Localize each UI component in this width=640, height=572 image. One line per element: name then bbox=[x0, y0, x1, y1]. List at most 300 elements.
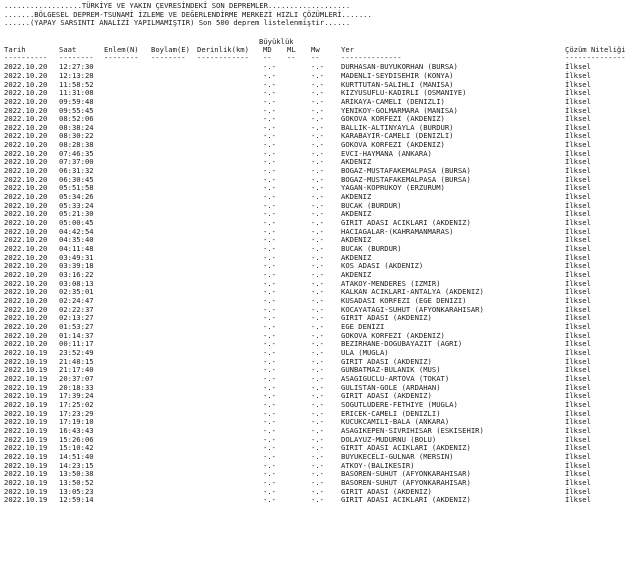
cell-time: 12:27:30 bbox=[59, 62, 94, 72]
cell-time: 12:59:14 bbox=[59, 495, 94, 505]
cell-date: 2022.10.20 bbox=[4, 226, 48, 236]
cell-solution: İlksel bbox=[565, 399, 591, 409]
cell-md: -.- bbox=[263, 235, 276, 245]
cell-mw: -.- bbox=[311, 330, 324, 340]
cell-solution: İlksel bbox=[565, 495, 591, 505]
cell-time: 17:25:02 bbox=[59, 399, 94, 409]
cell-mw: -.- bbox=[311, 460, 324, 470]
cell-md: -.- bbox=[263, 322, 276, 331]
cell-date: 2022.10.20 bbox=[4, 218, 48, 228]
cell-time: 07:37:00 bbox=[59, 157, 94, 167]
cell-time: 07:46:35 bbox=[59, 148, 94, 158]
cell-md: -.- bbox=[263, 218, 276, 228]
cell-md: -.- bbox=[263, 382, 276, 392]
banner-text-1: ..................TÜRKİYE VE YAKIN ÇEVRESİNDEKİ SON DEPREMLER................... bbox=[4, 1, 351, 10]
cell-location: ASAGIGUCLU-ARTOVA (TOKAT) bbox=[341, 373, 450, 383]
cell-mw: -.- bbox=[311, 166, 324, 176]
rule-ml: -- bbox=[287, 53, 296, 62]
cell-date: 2022.10.20 bbox=[4, 79, 48, 89]
cell-location: ATAKOY-MENDERES (IZMIR) bbox=[341, 278, 441, 288]
cell-time: 03:16:22 bbox=[59, 270, 94, 280]
cell-location: GOKOVA KORFEZI (AKDENIZ) bbox=[341, 140, 445, 150]
rule-depth: ------------ bbox=[197, 53, 249, 62]
cell-location: DURHASAN-BUYUKORHAN (BURSA) bbox=[341, 62, 458, 72]
cell-mw: -.- bbox=[311, 399, 324, 409]
cell-solution: İlksel bbox=[565, 226, 591, 236]
cell-date: 2022.10.20 bbox=[4, 287, 48, 297]
cell-date: 2022.10.20 bbox=[4, 261, 48, 271]
cell-date: 2022.10.19 bbox=[4, 451, 48, 461]
cell-time: 16:43:43 bbox=[59, 425, 94, 435]
cell-md: -.- bbox=[263, 304, 276, 314]
cell-location: EVCI-HAYMANA (ANKARA) bbox=[341, 148, 432, 158]
cell-md: -.- bbox=[263, 166, 276, 176]
cell-mw: -.- bbox=[311, 382, 324, 392]
cell-solution: İlksel bbox=[565, 443, 591, 453]
cell-mw: -.- bbox=[311, 218, 324, 228]
cell-solution: İlksel bbox=[565, 287, 591, 297]
cell-solution: İlksel bbox=[565, 62, 591, 72]
cell-solution: İlksel bbox=[565, 174, 591, 184]
cell-time: 02:22:37 bbox=[59, 304, 94, 314]
cell-md: -.- bbox=[263, 131, 276, 141]
cell-md: -.- bbox=[263, 140, 276, 150]
cell-location: BASOREN-SUHUT (AFYONKARAHISAR) bbox=[341, 469, 471, 479]
cell-solution: İlksel bbox=[565, 313, 591, 323]
cell-date: 2022.10.20 bbox=[4, 192, 48, 202]
cell-md: -.- bbox=[263, 209, 276, 219]
cell-mw: -.- bbox=[311, 157, 324, 167]
cell-date: 2022.10.20 bbox=[4, 313, 48, 323]
cell-time: 05:00:45 bbox=[59, 218, 94, 228]
cell-time: 02:35:01 bbox=[59, 287, 94, 297]
cell-date: 2022.10.20 bbox=[4, 322, 48, 331]
cell-location: ARIKAYA-CAMELI (DENIZLI) bbox=[341, 96, 445, 106]
cell-mw: -.- bbox=[311, 174, 324, 184]
cell-location: GIRIT ADASI (AKDENIZ) bbox=[341, 356, 432, 366]
cell-date: 2022.10.20 bbox=[4, 270, 48, 280]
cell-date: 2022.10.19 bbox=[4, 399, 48, 409]
cell-time: 13:50:38 bbox=[59, 469, 94, 479]
col-header-location: Yer bbox=[341, 45, 354, 54]
cell-date: 2022.10.20 bbox=[4, 252, 48, 262]
cell-time: 08:52:06 bbox=[59, 114, 94, 124]
cell-date: 2022.10.19 bbox=[4, 495, 48, 505]
cell-date: 2022.10.20 bbox=[4, 235, 48, 245]
cell-solution: İlksel bbox=[565, 88, 591, 98]
cell-location: KURTTUTAN-SALIHLI (MANISA) bbox=[341, 79, 454, 89]
cell-time: 02:13:27 bbox=[59, 313, 94, 323]
cell-location: KUSADASI KORFEZI (EGE DENIZI) bbox=[341, 296, 467, 306]
cell-location: AKDENIZ bbox=[341, 157, 372, 167]
cell-mw: -.- bbox=[311, 296, 324, 306]
cell-location: GIRIT ADASI (AKDENIZ) bbox=[341, 486, 432, 496]
cell-date: 2022.10.19 bbox=[4, 443, 48, 453]
cell-solution: İlksel bbox=[565, 408, 591, 418]
cell-date: 2022.10.19 bbox=[4, 425, 48, 435]
rule-longitude: -------- bbox=[151, 53, 186, 62]
cell-mw: -.- bbox=[311, 200, 324, 210]
cell-solution: İlksel bbox=[565, 70, 591, 80]
cell-md: -.- bbox=[263, 399, 276, 409]
cell-date: 2022.10.20 bbox=[4, 244, 48, 254]
cell-solution: İlksel bbox=[565, 157, 591, 167]
cell-date: 2022.10.20 bbox=[4, 70, 48, 80]
cell-md: -.- bbox=[263, 451, 276, 461]
cell-date: 2022.10.20 bbox=[4, 96, 48, 106]
col-header-mw: Mw bbox=[311, 45, 320, 54]
cell-location: BOGAZ-MUSTAFAKEMALPASA (BURSA) bbox=[341, 166, 471, 176]
cell-mw: -.- bbox=[311, 88, 324, 98]
cell-date: 2022.10.20 bbox=[4, 304, 48, 314]
cell-solution: İlksel bbox=[565, 235, 591, 245]
cell-location: ERICEK-CAMELI (DENIZLI) bbox=[341, 408, 441, 418]
cell-md: -.- bbox=[263, 296, 276, 306]
col-header-latitude: Enlem(N) bbox=[104, 45, 139, 54]
cell-location: KARABAYIR-CAMELI (DENIZLI) bbox=[341, 131, 454, 141]
cell-date: 2022.10.20 bbox=[4, 200, 48, 210]
cell-mw: -.- bbox=[311, 226, 324, 236]
col-header-depth: Derinlik(km) bbox=[197, 45, 249, 54]
cell-location: ULA (MUGLA) bbox=[341, 347, 389, 357]
cell-date: 2022.10.20 bbox=[4, 166, 48, 176]
cell-md: -.- bbox=[263, 486, 276, 496]
cell-mw: -.- bbox=[311, 131, 324, 141]
cell-solution: İlksel bbox=[565, 252, 591, 262]
cell-location: DOLAYUZ-MUDURNU (BOLU) bbox=[341, 434, 437, 444]
cell-md: -.- bbox=[263, 261, 276, 271]
banner-line-3 bbox=[0, 18, 351, 28]
cell-md: -.- bbox=[263, 88, 276, 98]
cell-date: 2022.10.19 bbox=[4, 382, 48, 392]
cell-mw: -.- bbox=[311, 270, 324, 280]
cell-location: KIZYUSUFLU-KADIRLI (OSMANIYE) bbox=[341, 88, 467, 98]
cell-solution: İlksel bbox=[565, 365, 591, 375]
cell-md: -.- bbox=[263, 270, 276, 280]
cell-date: 2022.10.19 bbox=[4, 356, 48, 366]
cell-location: GUNBATMAZ-BULANIK (MUS) bbox=[341, 365, 441, 375]
col-header-solution: Çözüm Niteliği bbox=[565, 45, 626, 54]
cell-time: 20:37:07 bbox=[59, 373, 94, 383]
cell-solution: İlksel bbox=[565, 261, 591, 271]
cell-md: -.- bbox=[263, 460, 276, 470]
cell-date: 2022.10.20 bbox=[4, 122, 48, 132]
cell-location: KOCAYATAGI-SUHUT (AFYONKARAHISAR) bbox=[341, 304, 484, 314]
cell-date: 2022.10.19 bbox=[4, 365, 48, 375]
col-header-longitude: Boylam(E) bbox=[151, 45, 190, 54]
cell-solution: İlksel bbox=[565, 434, 591, 444]
cell-mw: -.- bbox=[311, 278, 324, 288]
cell-solution: İlksel bbox=[565, 451, 591, 461]
cell-solution: İlksel bbox=[565, 96, 591, 106]
cell-location: GIRIT ADASI ACIKLARI (AKDENIZ) bbox=[341, 218, 471, 228]
cell-solution: İlksel bbox=[565, 183, 591, 193]
cell-md: -.- bbox=[263, 192, 276, 202]
cell-mw: -.- bbox=[311, 148, 324, 158]
cell-time: 02:24:47 bbox=[59, 296, 94, 306]
cell-solution: İlksel bbox=[565, 296, 591, 306]
cell-md: -.- bbox=[263, 425, 276, 435]
cell-location: SOGUTLUDERE-FETHIYE (MUGLA) bbox=[341, 399, 458, 409]
cell-solution: İlksel bbox=[565, 270, 591, 280]
cell-location: AKDENIZ bbox=[341, 252, 372, 262]
cell-location: BUCAK (BURDUR) bbox=[341, 244, 402, 254]
cell-date: 2022.10.20 bbox=[4, 174, 48, 184]
cell-md: -.- bbox=[263, 339, 276, 349]
cell-md: -.- bbox=[263, 408, 276, 418]
cell-md: -.- bbox=[263, 252, 276, 262]
cell-md: -.- bbox=[263, 62, 276, 72]
cell-md: -.- bbox=[263, 443, 276, 453]
cell-date: 2022.10.19 bbox=[4, 477, 48, 487]
cell-mw: -.- bbox=[311, 408, 324, 418]
cell-time: 04:11:48 bbox=[59, 244, 94, 254]
cell-solution: İlksel bbox=[565, 469, 591, 479]
cell-date: 2022.10.20 bbox=[4, 157, 48, 167]
cell-time: 13:50:52 bbox=[59, 477, 94, 487]
cell-time: 21:48:15 bbox=[59, 356, 94, 366]
cell-time: 05:33:24 bbox=[59, 200, 94, 210]
cell-time: 15:10:42 bbox=[59, 443, 94, 453]
cell-md: -.- bbox=[263, 122, 276, 132]
cell-mw: -.- bbox=[311, 62, 324, 72]
cell-location: KOS ADASI (AKDENIZ) bbox=[341, 261, 424, 271]
cell-mw: -.- bbox=[311, 79, 324, 89]
cell-solution: İlksel bbox=[565, 356, 591, 366]
cell-date: 2022.10.20 bbox=[4, 330, 48, 340]
cell-date: 2022.10.20 bbox=[4, 105, 48, 115]
col-header-md: MD bbox=[263, 45, 272, 54]
cell-mw: -.- bbox=[311, 313, 324, 323]
cell-solution: İlksel bbox=[565, 391, 591, 401]
cell-md: -.- bbox=[263, 200, 276, 210]
cell-location: ATKOY-(BALIKESIR) bbox=[341, 460, 415, 470]
cell-time: 17:19:10 bbox=[59, 417, 94, 427]
cell-time: 03:39:18 bbox=[59, 261, 94, 271]
cell-time: 08:28:38 bbox=[59, 140, 94, 150]
cell-solution: İlksel bbox=[565, 209, 591, 219]
cell-md: -.- bbox=[263, 278, 276, 288]
cell-mw: -.- bbox=[311, 356, 324, 366]
cell-location: GOKOVA KORFEZI (AKDENIZ) bbox=[341, 330, 445, 340]
cell-mw: -.- bbox=[311, 122, 324, 132]
cell-md: -.- bbox=[263, 183, 276, 193]
cell-time: 06:31:32 bbox=[59, 166, 94, 176]
cell-time: 04:42:54 bbox=[59, 226, 94, 236]
cell-md: -.- bbox=[263, 347, 276, 357]
cell-mw: -.- bbox=[311, 443, 324, 453]
cell-md: -.- bbox=[263, 313, 276, 323]
cell-date: 2022.10.19 bbox=[4, 469, 48, 479]
cell-location: GULISTAN-GOLE (ARDAHAN) bbox=[341, 382, 441, 392]
cell-mw: -.- bbox=[311, 235, 324, 245]
cell-location: ASAGIKEPEN-SIVRIHISAR (ESKISEHIR) bbox=[341, 425, 484, 435]
cell-solution: İlksel bbox=[565, 425, 591, 435]
cell-mw: -.- bbox=[311, 304, 324, 314]
cell-mw: -.- bbox=[311, 96, 324, 106]
cell-solution: İlksel bbox=[565, 382, 591, 392]
col-header-time: Saat bbox=[59, 45, 77, 54]
cell-time: 01:14:37 bbox=[59, 330, 94, 340]
rule-mw: -- bbox=[311, 53, 320, 62]
cell-solution: İlksel bbox=[565, 304, 591, 314]
cell-md: -.- bbox=[263, 226, 276, 236]
rule-md: -- bbox=[263, 53, 272, 62]
cell-mw: -.- bbox=[311, 140, 324, 150]
cell-time: 05:21:30 bbox=[59, 209, 94, 219]
cell-md: -.- bbox=[263, 157, 276, 167]
banner-text-3: ......(YAPAY SARSINTI ANALİZİ YAPILMAMIŞTIR) Son 500 deprem listelenmiştir...... bbox=[4, 18, 351, 27]
cell-date: 2022.10.20 bbox=[4, 62, 48, 72]
cell-mw: -.- bbox=[311, 287, 324, 297]
cell-md: -.- bbox=[263, 174, 276, 184]
cell-mw: -.- bbox=[311, 114, 324, 124]
cell-md: -.- bbox=[263, 114, 276, 124]
cell-mw: -.- bbox=[311, 434, 324, 444]
cell-md: -.- bbox=[263, 477, 276, 487]
cell-solution: İlksel bbox=[565, 244, 591, 254]
cell-solution: İlksel bbox=[565, 339, 591, 349]
cell-mw: -.- bbox=[311, 209, 324, 219]
cell-date: 2022.10.20 bbox=[4, 114, 48, 124]
col-header-date: Tarih bbox=[4, 45, 26, 54]
cell-location: GIRIT ADASI (AKDENIZ) bbox=[341, 313, 432, 323]
cell-time: 14:51:40 bbox=[59, 451, 94, 461]
cell-mw: -.- bbox=[311, 183, 324, 193]
cell-date: 2022.10.19 bbox=[4, 417, 48, 427]
cell-location: AKDENIZ bbox=[341, 209, 372, 219]
cell-location: AKDENIZ bbox=[341, 192, 372, 202]
cell-md: -.- bbox=[263, 469, 276, 479]
cell-md: -.- bbox=[263, 96, 276, 106]
cell-time: 11:31:08 bbox=[59, 88, 94, 98]
cell-date: 2022.10.20 bbox=[4, 140, 48, 150]
cell-solution: İlksel bbox=[565, 322, 591, 331]
cell-location: MADENLI-SEYDISEHIR (KONYA) bbox=[341, 70, 454, 80]
cell-mw: -.- bbox=[311, 495, 324, 505]
cell-solution: İlksel bbox=[565, 79, 591, 89]
cell-location: EGE DENIZI bbox=[341, 322, 385, 331]
cell-time: 01:53:27 bbox=[59, 322, 94, 331]
cell-md: -.- bbox=[263, 244, 276, 254]
cell-date: 2022.10.20 bbox=[4, 278, 48, 288]
cell-time: 21:17:40 bbox=[59, 365, 94, 375]
cell-location: BUYUKECELI-GULNAR (MERSIN) bbox=[341, 451, 454, 461]
cell-location: BASOREN-SUHUT (AFYONKARAHISAR) bbox=[341, 477, 471, 487]
cell-solution: İlksel bbox=[565, 477, 591, 487]
cell-solution: İlksel bbox=[565, 131, 591, 141]
cell-md: -.- bbox=[263, 287, 276, 297]
rule-latitude: -------- bbox=[104, 53, 139, 62]
cell-date: 2022.10.20 bbox=[4, 88, 48, 98]
cell-date: 2022.10.20 bbox=[4, 131, 48, 141]
cell-location: GIRIT ADASI ACIKLARI (AKDENIZ) bbox=[341, 495, 471, 505]
col-header-ml: ML bbox=[287, 45, 296, 54]
cell-location: KALKAN ACIKLARI-ANTALYA (AKDENIZ) bbox=[341, 287, 484, 297]
cell-solution: İlksel bbox=[565, 148, 591, 158]
cell-time: 04:35:40 bbox=[59, 235, 94, 245]
cell-solution: İlksel bbox=[565, 200, 591, 210]
cell-mw: -.- bbox=[311, 486, 324, 496]
cell-time: 13:05:23 bbox=[59, 486, 94, 496]
cell-date: 2022.10.19 bbox=[4, 391, 48, 401]
cell-date: 2022.10.19 bbox=[4, 486, 48, 496]
cell-mw: -.- bbox=[311, 469, 324, 479]
cell-time: 09:55:45 bbox=[59, 105, 94, 115]
cell-solution: İlksel bbox=[565, 460, 591, 470]
cell-solution: İlksel bbox=[565, 417, 591, 427]
cell-time: 05:51:58 bbox=[59, 183, 94, 193]
cell-location: BOGAZ-MUSTAFAKEMALPASA (BURSA) bbox=[341, 174, 471, 184]
cell-time: 14:23:15 bbox=[59, 460, 94, 470]
cell-solution: İlksel bbox=[565, 218, 591, 228]
cell-md: -.- bbox=[263, 330, 276, 340]
cell-solution: İlksel bbox=[565, 278, 591, 288]
cell-mw: -.- bbox=[311, 261, 324, 271]
cell-time: 23:52:49 bbox=[59, 347, 94, 357]
cell-mw: -.- bbox=[311, 339, 324, 349]
cell-mw: -.- bbox=[311, 70, 324, 80]
rule-time: -------- bbox=[59, 53, 94, 62]
cell-md: -.- bbox=[263, 391, 276, 401]
rule-date: ---------- bbox=[4, 53, 48, 62]
cell-md: -.- bbox=[263, 373, 276, 383]
cell-date: 2022.10.20 bbox=[4, 209, 48, 219]
cell-solution: İlksel bbox=[565, 114, 591, 124]
cell-md: -.- bbox=[263, 495, 276, 505]
cell-md: -.- bbox=[263, 417, 276, 427]
cell-md: -.- bbox=[263, 79, 276, 89]
cell-location: AKDENIZ bbox=[341, 270, 372, 280]
cell-time: 17:23:29 bbox=[59, 408, 94, 418]
cell-solution: İlksel bbox=[565, 486, 591, 496]
cell-solution: İlksel bbox=[565, 347, 591, 357]
cell-mw: -.- bbox=[311, 192, 324, 202]
cell-md: -.- bbox=[263, 105, 276, 115]
cell-mw: -.- bbox=[311, 417, 324, 427]
cell-location: BALLIK-ALTINYAYLA (BURDUR) bbox=[341, 122, 454, 132]
cell-location: HACIAGALAR-(KAHRAMANMARAS) bbox=[341, 226, 454, 236]
cell-time: 05:34:26 bbox=[59, 192, 94, 202]
cell-date: 2022.10.19 bbox=[4, 373, 48, 383]
cell-date: 2022.10.19 bbox=[4, 347, 48, 357]
cell-solution: İlksel bbox=[565, 330, 591, 340]
cell-date: 2022.10.20 bbox=[4, 339, 48, 349]
cell-mw: -.- bbox=[311, 244, 324, 254]
cell-mw: -.- bbox=[311, 477, 324, 487]
cell-date: 2022.10.19 bbox=[4, 460, 48, 470]
cell-time: 03:49:31 bbox=[59, 252, 94, 262]
cell-date: 2022.10.20 bbox=[4, 183, 48, 193]
cell-date: 2022.10.20 bbox=[4, 296, 48, 306]
cell-time: 08:38:24 bbox=[59, 122, 94, 132]
cell-solution: İlksel bbox=[565, 166, 591, 176]
cell-time: 00:11:17 bbox=[59, 339, 94, 349]
cell-md: -.- bbox=[263, 365, 276, 375]
cell-solution: İlksel bbox=[565, 105, 591, 115]
cell-mw: -.- bbox=[311, 347, 324, 357]
cell-date: 2022.10.19 bbox=[4, 408, 48, 418]
cell-mw: -.- bbox=[311, 451, 324, 461]
cell-time: 06:30:45 bbox=[59, 174, 94, 184]
cell-location: KUCUKCAMILI-BALA (ANKARA) bbox=[341, 417, 450, 427]
banner-text-2: .......BÖLGESEL DEPREM-TSUNAMİ İZLEME VE DEĞERLENDİRME MERKEZİ HIZLI ÇÖZÜMLERİ....... bbox=[4, 10, 372, 19]
cell-mw: -.- bbox=[311, 425, 324, 435]
cell-location: GIRIT ADASI (AKDENIZ) bbox=[341, 391, 432, 401]
cell-time: 12:13:28 bbox=[59, 70, 94, 80]
cell-mw: -.- bbox=[311, 105, 324, 115]
cell-time: 11:58:52 bbox=[59, 79, 94, 89]
